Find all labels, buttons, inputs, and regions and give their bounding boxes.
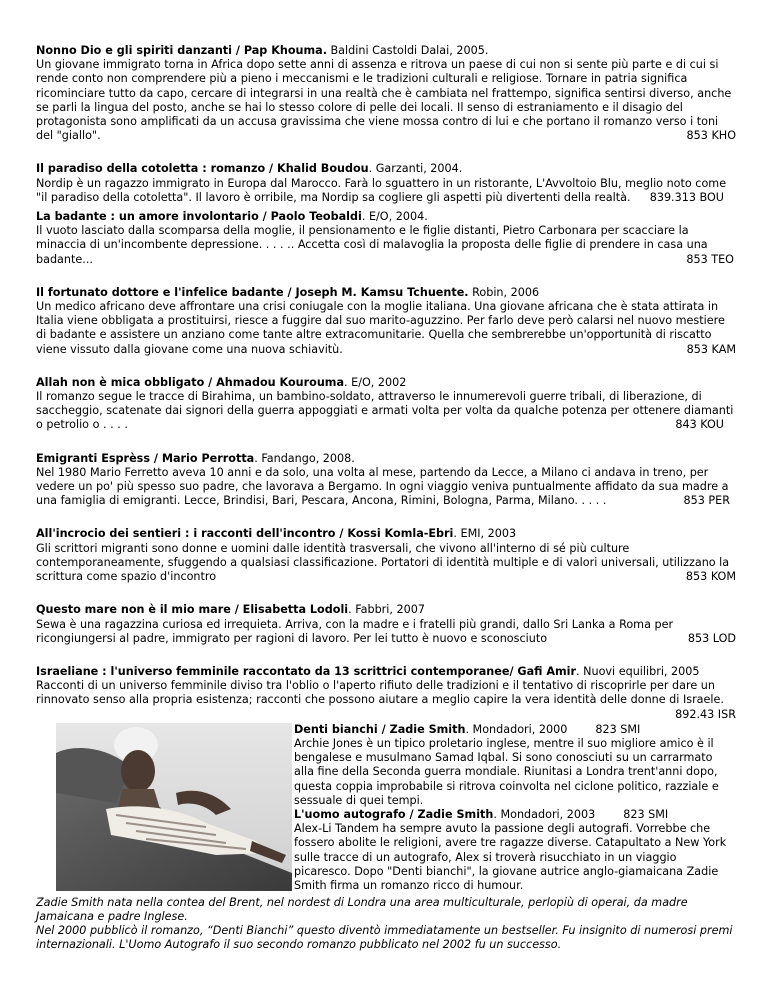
author-photo-illustration [56,723,292,891]
bio-paragraph: Zadie Smith nata nella contea del Brent, nel nordest di Londra una area multiculturale, perlopiù di operai, da madre Jamaicana e padre Inglese. [36,895,688,923]
author-biography [36,896,736,953]
call-number: 892.43 ISR [675,707,736,721]
book-publisher: Robin, 2006 [468,285,540,299]
zadie-smith-section [36,723,736,891]
book-publisher: . Fabbri, 2007 [348,603,425,617]
book-title: Il fortunato dottore e l'infelice badante / Joseph M. Kamsu Tchuente. [36,285,469,299]
book-entry-uomo-autografo [294,808,734,893]
book-publisher: . E/O, 2002 [344,375,407,389]
book-publisher: . Mondadori, 2003 [493,807,596,821]
book-publisher: . Mondadori, 2000 [465,722,568,736]
smith-books [294,723,734,893]
call-number: 853 PER [683,494,730,508]
book-publisher: . Nuovi equilibri, 2005 [576,664,700,678]
call-number: 853 KAM [686,342,736,356]
book-description: Racconti di un universo femminile diviso tra l'oblio o l'aperto rifiuto delle tradizioni e il tentativo di riscoprirle per dare un rinnovato senso alla propria esistenza; racconti che possono aiutare a meglio capire la vera identità delle donne di Israele. 892.43 ISR [36,679,736,721]
book-entry-kourouma [36,376,736,433]
book-description: Archie Jones è un tipico proletario inglese, mentre il suo migliore amico è il bengalese e musulmano Samad Iqbal. Si sono conosciuti su un carrarmato alla fine della Seconda guerra mondiale. Riunitasi a Londra trent'anni dopo, questa coppia improbabile si ritrova coinvolta nel ciclone politico, razziale e sessuale di quei tempi. [294,736,719,807]
book-entry-teobaldi [36,210,736,267]
book-entry-lodoli [36,603,736,646]
book-title: Il paradiso della cotoletta : romanzo / Khalid Boudou [36,162,369,176]
call-number: 823 SMI [595,722,641,736]
book-title: Israeliane : l'universo femminile raccontato da 13 scrittrici contemporanee/ Gafi Amir [36,664,577,678]
book-description: Nordip è un ragazzo immigrato in Europa dal Marocco. Farà lo sguattero in un ristorante, L'Avvoltoio Blu, meglio noto come "il paradiso della cotoletta". Il lavoro è orribile, ma Nordip sa cogliere gli aspetti più divertenti della realtà. 839.313 BOU [36,176,727,204]
book-entry-khouma [36,44,736,143]
call-number: 853 KHO [686,129,736,143]
book-description: Alex-Li Tandem ha sempre avuto la passione degli autografi. Vorrebbe che fossero abolite le religioni, avere tre ragazze diverse. Catapultato a New York sulle tracce di un autografo, Alex si troverà risucchiato in un viaggio picaresco. Dopo "Denti bianchi", la giovane autrice anglo-giamaicana Zadie Smith firma un romanzo ricco di humour. [294,822,727,892]
book-publisher: . Fandango, 2008. [254,451,355,465]
book-entry-israeliane [36,665,736,722]
book-description: Il romanzo segue le tracce di Birahima, un bambino-soldato, attraverso le innumerevoli guerre tribali, di liberazione, di saccheggio, scatenate dai signori della guerra appoggiati e armati volta per volta da qualche potenza per ottenere diamanti o petrolio o . . . . 843 KOU [36,390,734,432]
book-title: L'uomo autografo / Zadie Smith [294,807,494,821]
book-title: Allah non è mica obbligato / Ahmadou Kourouma [36,375,345,389]
book-description: Un giovane immigrato torna in Africa dopo sette anni di assenza e ritrova un paese di cui non si sente più parte e di cui si rende conto non comprendere più a pieno i meccanismi e le tradizioni culturali e religiose. Tornare in patria significa ricominciare tutto da capo, cercare di integrarsi in una realtà che è cambiata nel frattempo, significa sentirsi diverso, anche se parli la lingua del posto, anche se hai lo stesso colore di pelle dei locali. Il senso di estraniamento e il disagio del protagonista sono amplificati da un accusa gravissima che viene mossa contro di lui e che portano il romanzo verso i toni del "giallo". 853 KHO [36,58,736,143]
book-description: Sewa è una ragazzina curiosa ed irrequieta. Arriva, con la madre e i fratelli più grandi, dallo Sri Lanka a Roma per ricongiungersi al padre, immigrato per ragioni di lavoro. Per lei tutto è nuovo e sconosciuto 853 LOD [36,617,736,645]
book-description: Un medico africano deve affrontare una crisi coniugale con la moglie italiana. Una giovane africana che è stata attirata in Italia viene obbligata a prostituirsi, riesce a fuggire dal suo marito-aguzzino. Per farlo deve però calarsi nel nuovo mestiere di badante e assistere un anziano come tante altre extracomunitarie. Quella che sembrerebbe un'opportunità di riscatto viene vissuto dalla giovane come una nuova schiavitù. 853 KAM [36,300,736,356]
call-number: 853 LOD [687,631,736,645]
book-entry-komla-ebri [36,527,736,584]
call-number: 843 KOU [675,418,724,432]
book-publisher: . EMI, 2003 [453,527,517,541]
book-entry-kamsu [36,286,736,357]
book-entry-denti-bianchi [294,723,734,808]
book-description: Gli scrittori migranti sono donne e uomini dalle identità trasversali, che vivono all'interno di sé più culture contemporaneamente, sfuggendo a qualsiasi classificazione. Portatori di identità multiple e di valori universali, utilizzano la scrittura come spazio d'incontro 853 KOM [36,541,736,584]
book-title: Nonno Dio e gli spiriti danzanti / Pap Khouma. [36,44,327,57]
book-description: Il vuoto lasciato dalla scomparsa della moglie, il pensionamento e le figlie distanti, Pietro Carbonara per scacciare la minaccia di un'incombente depressione. . . . .. Accetta così di malavoglia la proposta delle figlie di prendere in casa una badante... 853 TEO [36,224,734,266]
book-title: All'incrocio dei sentieri : i racconti dell'incontro / Kossi Komla-Ebri [36,527,454,541]
call-number: 853 TEO [686,252,734,266]
author-photo [56,723,292,891]
book-title: La badante : un amore involontario / Paolo Teobaldi [36,210,362,224]
book-title: Denti bianchi / Zadie Smith [294,722,466,736]
book-entry-boudou [36,162,736,205]
book-title: Questo mare non è il mio mare / Elisabetta Lodoli [36,603,349,617]
bio-paragraph: Nel 2000 pubblicò il romanzo, “Denti Bianchi” questo diventò immediatamente un bestseller. Fu insignito di numerosi premi internazionali. L'Uomo Autografo il suo secondo romanzo pubblicato nel 2002 fu un successo. [36,924,733,952]
call-number: 839.313 BOU [649,190,724,204]
call-number: 853 KOM [685,570,736,584]
call-number: 823 SMI [623,807,669,821]
book-list [36,44,736,953]
book-publisher: . Garzanti, 2004. [368,162,463,176]
book-publisher: Baldini Castoldi Dalai, 2005. [326,44,489,57]
book-title: Emigranti Esprèss / Mario Perrotta [36,451,255,465]
book-description: Nel 1980 Mario Ferretto aveva 10 anni e da solo, una volta al mese, partendo da Lecce, a Milano ci andava in treno, per vedere un po' più spesso suo padre, che lavorava a Bergamo. In ogni viaggio veniva puntualmente affidato da sua madre a una famiglia di emigranti. Lecce, Brindisi, Bari, Pescara, Ancona, Rimini, Bologna, Parma, Milano. . . . . 853 PER [36,465,730,508]
book-publisher: . E/O, 2004. [361,210,428,224]
book-entry-perrotta [36,452,736,509]
